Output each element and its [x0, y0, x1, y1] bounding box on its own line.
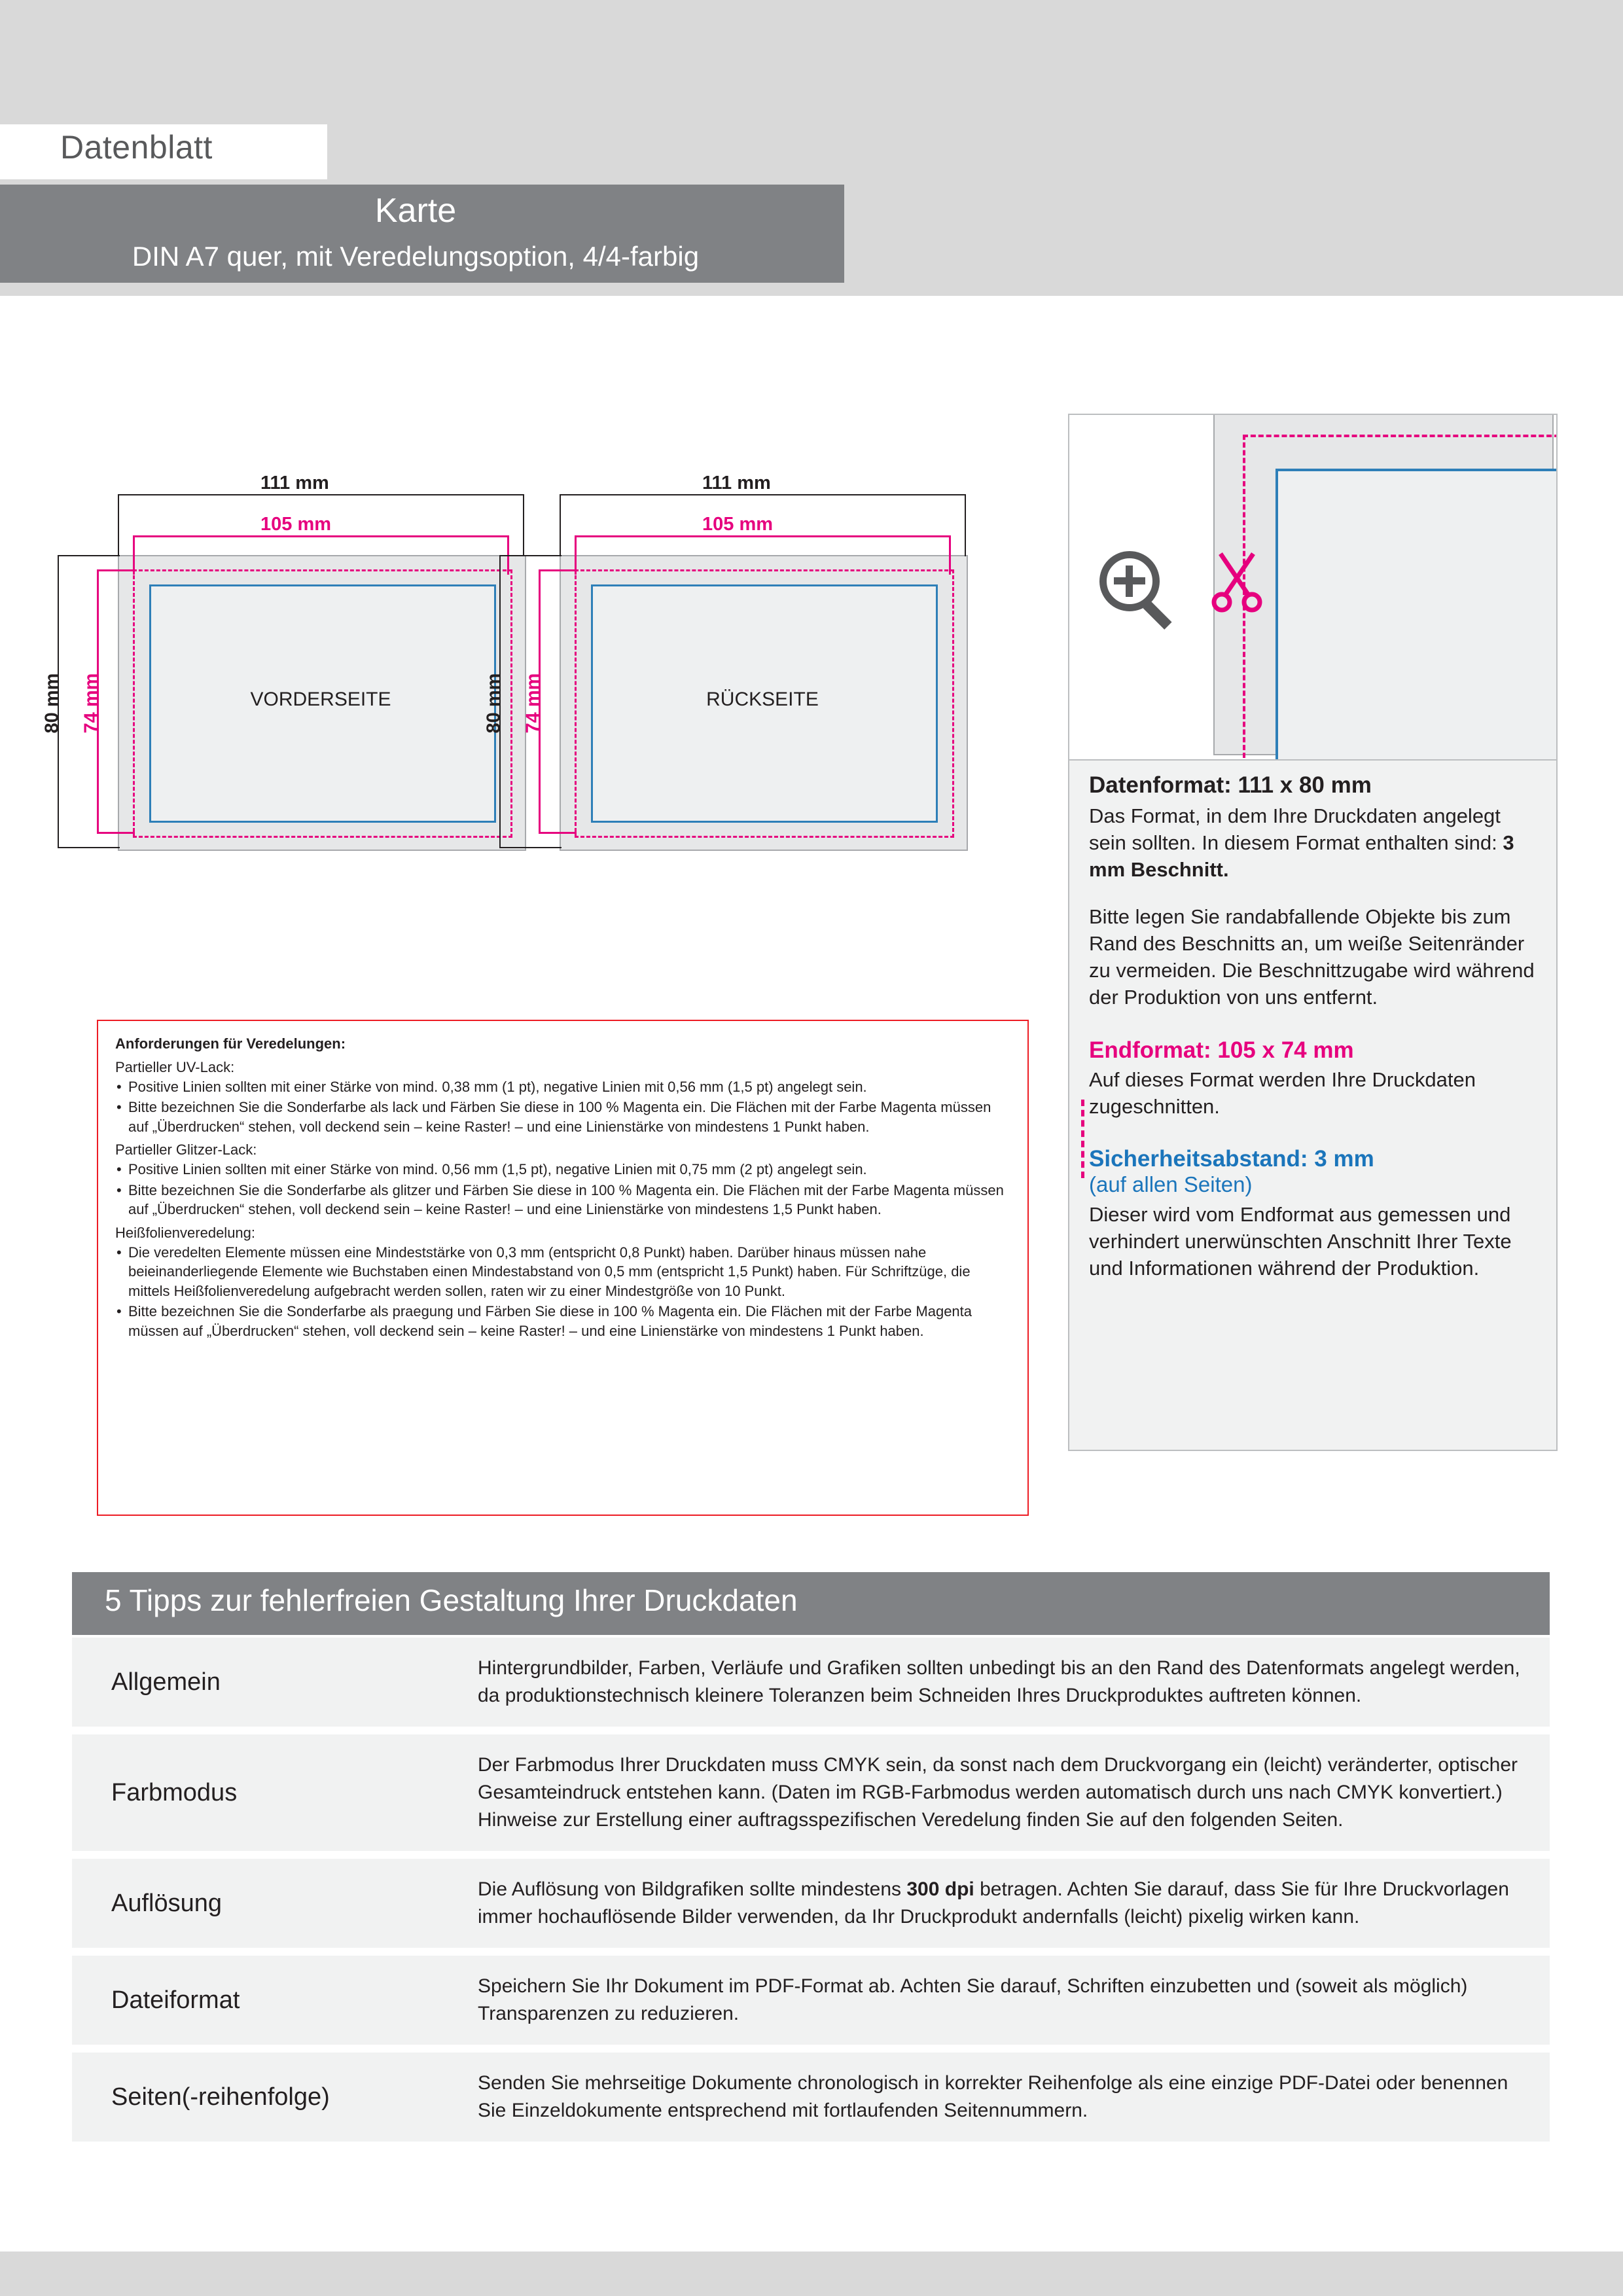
tip-text: Hintergrundbilder, Farben, Verläufe und Grafiken sollten unbedingt bis an den Rand des Datenformats angelegt werden, da produktionstechnisch kleinere Toleranzen beim Schneiden Ihres Druckproduktes auftreten können.	[478, 1657, 1520, 1706]
back-card-label: RÜCKSEITE	[706, 689, 819, 710]
sicherheitsabstand-heading: Sicherheitsabstand: 3 mm	[1089, 1145, 1374, 1172]
tips-heading: 5 Tipps zur fehlerfreien Gestaltung Ihrer Druckdaten	[105, 1583, 798, 1617]
front-width-bleed-label: 111 mm	[260, 473, 329, 493]
front-trim-height-tick-bottom	[97, 832, 135, 834]
back-trim-height-tick-top	[539, 569, 577, 571]
tip-text: Senden Sie mehrseitige Dokumente chronologisch in korrekter Reihenfolge als eine einzige PDF-Datei oder benennen Sie Einzeldokumente entsprechend mit fortlaufenden Seitennummern.	[478, 2072, 1508, 2121]
veredelung-item: • Die veredelten Elemente müssen eine Mindeststärke von 0,3 mm (entspricht 0,8 Punkt) haben. Darüber hinaus müssen nahe beieinanderliegende Elemente wie Buchstaben einen Mindestabstand von 0,5 mm (entspricht 1,5 Punkt) haben. Für Schriftzüge, die mittels Heißfolienveredelung aufgebracht werden sollen, raten wir zu einer Mindestgröße von 10 Punkt.	[116, 1244, 971, 1299]
scissors-icon	[1207, 548, 1266, 614]
veredelung-subtitle-0: Partieller UV-Lack:	[115, 1059, 235, 1075]
front-height-bleed-label: 80 mm	[41, 673, 63, 734]
back-trim-width-tick-right	[949, 535, 951, 575]
veredelung-item: • Positive Linien sollten mit einer Stärke von mind. 0,56 mm (1,5 pt), negative Linien mit 0,75 mm (2 pt) angelegt sein.	[116, 1161, 867, 1178]
back-height-trim-label: 74 mm	[522, 673, 544, 734]
datenformat-bleed-bold: 3 mm Beschnitt.	[1089, 831, 1514, 882]
table-row	[72, 1956, 1550, 2045]
front-height-trim-label: 74 mm	[80, 673, 102, 734]
front-trim-width-line	[133, 535, 508, 537]
front-width-trim-label: 105 mm	[260, 514, 332, 535]
table-row	[72, 1638, 1550, 1727]
veredelung-item-text: Bitte bezeichnen Sie die Sonderfarbe als glitzer und Färben Sie diese in 100 % Magenta ein. Die Flächen mit der Farbe Magenta müssen auf „Überdrucken“ stehen, voll deckend sein – keine Raster! – und eine Linienstärke von mindestens 1,5 Punkt haben.	[128, 1181, 1004, 1218]
datenformat-heading: Datenformat: 111 x 80 mm	[1089, 772, 1372, 798]
product-subtitle: DIN A7 quer, mit Veredelungsoption, 4/4-farbig	[132, 241, 700, 272]
page-title: Datenblatt	[60, 129, 213, 166]
back-width-trim-label: 105 mm	[702, 514, 774, 535]
sicherheitsabstand-subheading: (auf allen Seiten)	[1089, 1172, 1253, 1196]
product-name: Karte	[374, 192, 457, 230]
front-bleed-height-tick-bottom	[58, 847, 120, 848]
veredelung-item: • Bitte bezeichnen Sie die Sonderfarbe als praegung und Färben Sie diese in 100 % Magenta ein. Die Flächen mit der Farbe Magenta müssen auf „Überdrucken“ stehen, voll deckend sein – keine Raster! – und eine Linienstärke von mindestens 1 Punkt haben.	[116, 1303, 972, 1339]
front-bleed-width-tick-left	[118, 494, 119, 556]
veredelung-item-text: Positive Linien sollten mit einer Stärke von mind. 0,38 mm (1 pt), negative Linien mit 0,56 mm (1,5 pt) angelegt sein.	[128, 1079, 867, 1095]
front-card-label: VORDERSEITE	[250, 689, 391, 710]
back-height-bleed-label: 80 mm	[483, 673, 505, 734]
front-bleed-width-tick-right	[523, 494, 524, 556]
back-bleed-width-tick-left	[560, 494, 561, 556]
veredelung-item-text: Bitte bezeichnen Sie die Sonderfarbe als lack und Färben Sie diese in 100 % Magenta ein. Die Flächen mit der Farbe Magenta müssen auf „Überdrucken“ stehen, voll deckend sein – keine Raster! – und eine Linienstärke von mindestens 1 Punkt haben.	[128, 1099, 991, 1135]
back-bleed-height-tick-bottom	[499, 847, 562, 848]
veredelung-title: Anforderungen für Veredelungen:	[115, 1035, 346, 1052]
sicherheitsabstand-text: Dieser wird vom Endformat aus gemessen und verhindert unerwünschten Anschnitt Ihrer Texte und Informationen während der Produktion.	[1089, 1202, 1512, 1280]
back-bleed-width-line	[560, 494, 965, 495]
veredelung-item-text: Die veredelten Elemente müssen eine Mindeststärke von 0,3 mm (entspricht 0,8 Punkt) haben. Darüber hinaus müssen nahe beieinanderliegende Elemente wie Buchstaben einen Mindestabstand von 0,5 mm (entspricht 1,5 Punkt) haben. Für Schriftzüge, die mittels Heißfolienveredelung aufgebracht werden sollen, raten wir zu einer Mindestgröße von 10 Punkt.	[128, 1244, 971, 1299]
veredelung-item: • Bitte bezeichnen Sie die Sonderfarbe als glitzer und Färben Sie diese in 100 % Magenta ein. Die Flächen mit der Farbe Magenta müssen auf „Überdrucken“ stehen, voll deckend sein – keine Raster! – und eine Linienstärke von mindestens 1,5 Punkt haben.	[116, 1181, 1004, 1218]
veredelung-item-text: Bitte bezeichnen Sie die Sonderfarbe als praegung und Färben Sie diese in 100 % Magenta ein. Die Flächen mit der Farbe Magenta müssen auf „Überdrucken“ stehen, voll deckend sein – keine Raster! – und eine Linienstärke von mindestens 1 Punkt haben.	[128, 1303, 972, 1339]
back-trim-width-line	[575, 535, 950, 537]
tip-label: Seiten(-reihenfolge)	[111, 2083, 330, 2111]
footer-band	[0, 2251, 1623, 2296]
front-bleed-height-tick-top	[58, 555, 120, 556]
back-bleed-height-tick-top	[499, 555, 562, 556]
table-row	[72, 2053, 1550, 2142]
veredelung-requirements-box	[97, 1020, 1029, 1516]
front-trim-height-tick-top	[97, 569, 135, 571]
veredelung-item: • Bitte bezeichnen Sie die Sonderfarbe als lack und Färben Sie diese in 100 % Magenta ein. Die Flächen mit der Farbe Magenta müssen auf „Überdrucken“ stehen, voll deckend sein – keine Raster! – und eine Linienstärke von mindestens 1 Punkt haben.	[116, 1099, 991, 1135]
tip-label: Farbmodus	[111, 1778, 238, 1806]
veredelung-item-text: Positive Linien sollten mit einer Stärke von mind. 0,56 mm (1,5 pt), negative Linien mit 0,75 mm (2 pt) angelegt sein.	[128, 1161, 867, 1178]
endformat-heading: Endformat: 105 x 74 mm	[1089, 1037, 1354, 1063]
endformat-text: Auf dieses Format werden Ihre Druckdaten zugeschnitten.	[1089, 1067, 1476, 1118]
tip-text: Speichern Sie Ihr Dokument im PDF-Format ab. Achten Sie darauf, Schriften einzubetten und (soweit als möglich) Transparenzen zu reduzieren.	[478, 1975, 1468, 2024]
front-bleed-width-line	[118, 494, 524, 495]
tip-label: Auflösung	[111, 1889, 223, 1917]
front-trim-width-tick-left	[133, 535, 135, 575]
veredelung-subtitle-1: Partieller Glitzer-Lack:	[115, 1141, 257, 1158]
tip-text: Die Auflösung von Bildgrafiken sollte mindestens 300 dpi betragen. Achten Sie darauf, dass Sie für Ihre Druckvorlagen immer hochauflösende Bilder verwenden, da Ihr Druckprodukt andernfalls (leicht) pixelig wirken kann.	[478, 1878, 1509, 1928]
tips-table	[72, 1638, 1550, 2149]
tip-text: Der Farbmodus Ihrer Druckdaten muss CMYK sein, da sonst nach dem Druckvorgang ein (leicht) veränderter, optischer Gesamteindruck entstehen kann. (Daten im RGB-Farbmodus werden automatisch durch uns nach CMYK konvertiert.) Hinweise zur Erstellung einer auftragsspezifischen Veredelung finden Sie auf den folgenden Seiten.	[478, 1754, 1518, 1831]
back-width-bleed-label: 111 mm	[702, 473, 771, 493]
endformat-marker	[1081, 1100, 1088, 1178]
magnifier-plus-bar-v	[1126, 565, 1133, 597]
veredelung-subtitle-2: Heißfolienveredelung:	[115, 1224, 256, 1241]
tip-highlight: 300 dpi	[906, 1878, 974, 1900]
veredelung-item: • Positive Linien sollten mit einer Stärke von mind. 0,38 mm (1 pt), negative Linien mit 0,56 mm (1,5 pt) angelegt sein.	[116, 1079, 867, 1095]
tip-label: Dateiformat	[111, 1986, 240, 2014]
table-row	[72, 1859, 1550, 1948]
format-info-text	[1089, 772, 1541, 1300]
back-trim-height-tick-bottom	[539, 832, 577, 834]
datenformat-text-1: Das Format, in dem Ihre Druckdaten angelegt sein sollten. In diesem Format enthalten sind: 3 mm Beschnitt.	[1089, 804, 1514, 882]
detail-safety-area	[1275, 469, 1558, 759]
back-trim-width-tick-left	[575, 535, 577, 575]
table-row	[72, 1734, 1550, 1851]
back-bleed-width-tick-right	[965, 494, 966, 556]
tip-label: Allgemein	[111, 1668, 221, 1696]
datenformat-text-2: Bitte legen Sie randabfallende Objekte bis zum Rand des Beschnitts an, um weiße Seitenränder zu vermeiden. Die Beschnittzugabe wird während der Produktion von uns entfernt.	[1089, 905, 1535, 1009]
